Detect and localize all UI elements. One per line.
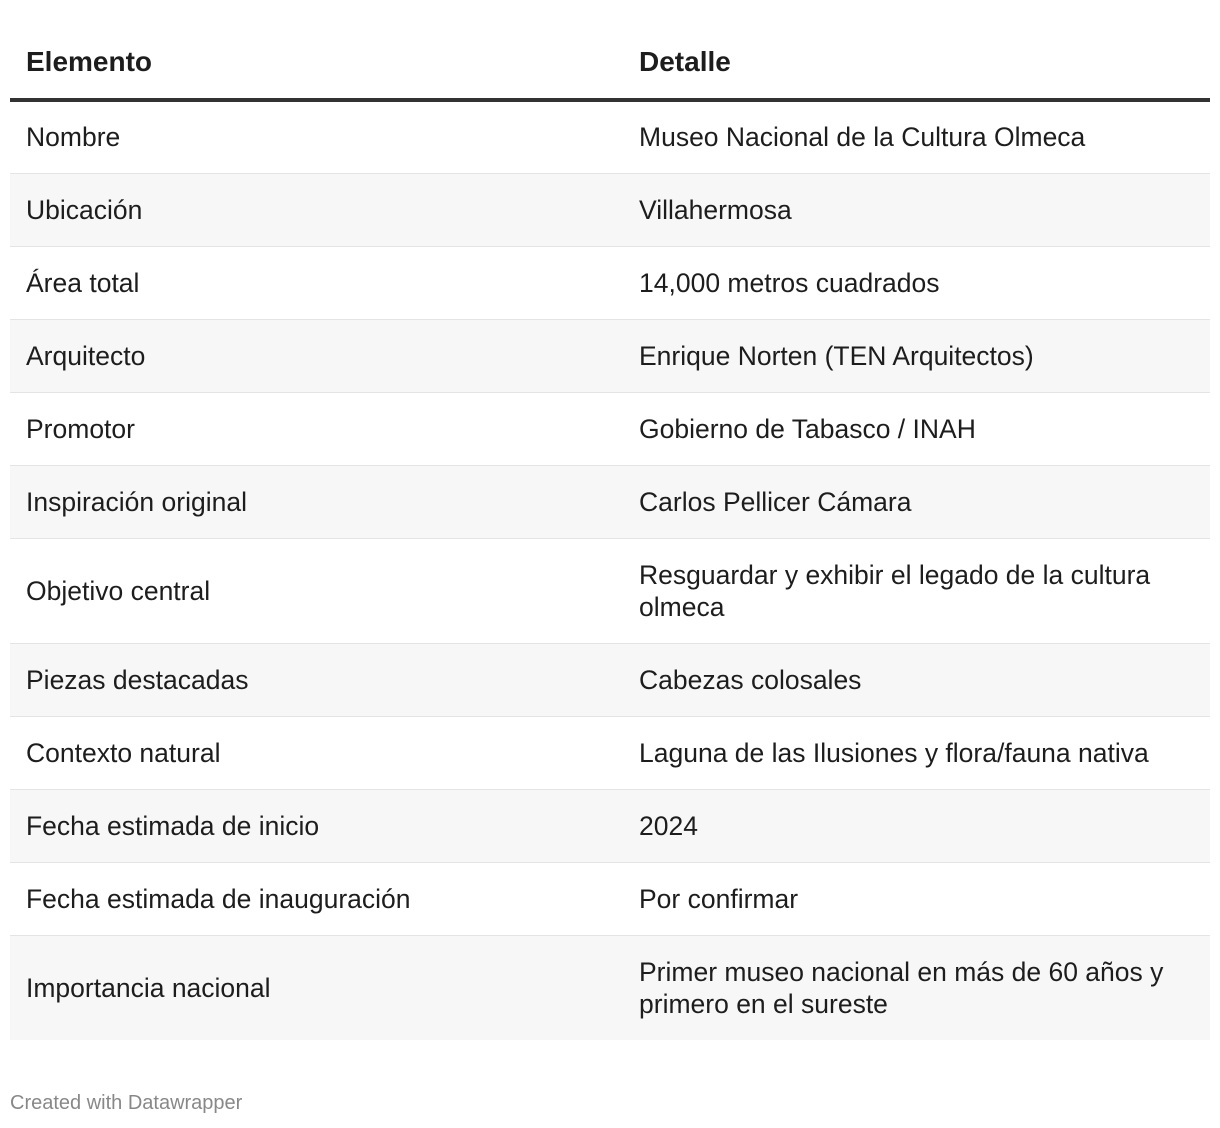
table-row — [10, 100, 1210, 173]
column-header-elemento: Elemento — [10, 26, 623, 100]
table-row — [10, 465, 1210, 538]
table-row — [10, 789, 1210, 862]
table-row — [10, 392, 1210, 465]
cell-elemento: Contexto natural — [10, 716, 623, 789]
column-header-detalle: Detalle — [623, 26, 1210, 100]
cell-elemento: Importancia nacional — [10, 935, 623, 1040]
cell-elemento: Nombre — [10, 100, 623, 173]
cell-elemento: Ubicación — [10, 173, 623, 246]
cell-detalle: Resguardar y exhibir el legado de la cultura olmeca — [623, 538, 1210, 643]
table-row — [10, 246, 1210, 319]
table-row — [10, 716, 1210, 789]
cell-elemento: Inspiración original — [10, 465, 623, 538]
table-body — [10, 100, 1210, 1040]
cell-detalle: Cabezas colosales — [623, 643, 1210, 716]
cell-detalle: Enrique Norten (TEN Arquitectos) — [623, 319, 1210, 392]
header-row — [10, 26, 1210, 100]
cell-detalle: Villahermosa — [623, 173, 1210, 246]
cell-detalle: Carlos Pellicer Cámara — [623, 465, 1210, 538]
cell-detalle: Gobierno de Tabasco / INAH — [623, 392, 1210, 465]
table-row — [10, 319, 1210, 392]
cell-elemento: Objetivo central — [10, 538, 623, 643]
cell-detalle: 14,000 metros cuadrados — [623, 246, 1210, 319]
cell-detalle: Por confirmar — [623, 862, 1210, 935]
data-table — [10, 26, 1210, 1040]
cell-detalle: Laguna de las Ilusiones y flora/fauna nativa — [623, 716, 1210, 789]
cell-elemento: Piezas destacadas — [10, 643, 623, 716]
cell-elemento: Promotor — [10, 392, 623, 465]
cell-detalle: 2024 — [623, 789, 1210, 862]
table-row — [10, 643, 1210, 716]
cell-detalle: Museo Nacional de la Cultura Olmeca — [623, 100, 1210, 173]
table-row — [10, 862, 1210, 935]
data-table-container — [10, 26, 1210, 1040]
datawrapper-credit[interactable]: Created with Datawrapper — [10, 1092, 243, 1114]
cell-elemento: Arquitecto — [10, 319, 623, 392]
cell-elemento: Área total — [10, 246, 623, 319]
cell-detalle: Primer museo nacional en más de 60 años y primero en el sureste — [623, 935, 1210, 1040]
cell-elemento: Fecha estimada de inauguración — [10, 862, 623, 935]
table-row — [10, 173, 1210, 246]
cell-elemento: Fecha estimada de inicio — [10, 789, 623, 862]
table-row — [10, 538, 1210, 643]
table-row — [10, 935, 1210, 1040]
table-header — [10, 26, 1210, 100]
